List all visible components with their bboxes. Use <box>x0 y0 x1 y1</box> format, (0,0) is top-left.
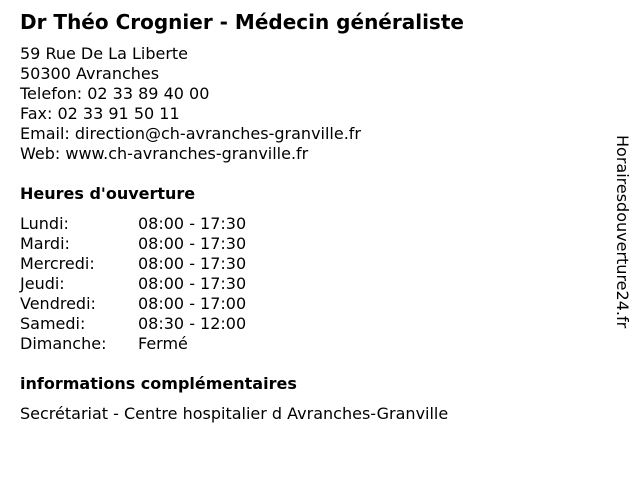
street-address: 59 Rue De La Liberte <box>20 44 189 63</box>
day-label: Samedi: <box>20 314 86 333</box>
fax-number: Fax: 02 33 91 50 11 <box>20 104 180 123</box>
website-address: Web: www.ch-avranches-granville.fr <box>20 144 309 163</box>
day-label: Mardi: <box>20 234 70 253</box>
day-hours: Fermé <box>138 334 188 353</box>
day-hours: 08:30 - 12:00 <box>138 314 247 333</box>
day-label: Lundi: <box>20 214 69 233</box>
contact-block <box>20 44 361 164</box>
additional-info-text: Secrétariat - Centre hospitalier d Avranches-Granville <box>20 404 449 423</box>
day-hours: 08:00 - 17:30 <box>138 254 247 273</box>
opening-hours-table <box>20 214 246 354</box>
additional-info-heading: informations complémentaires <box>20 374 297 393</box>
hours-row-friday <box>20 294 246 314</box>
day-hours: 08:00 - 17:00 <box>138 294 247 313</box>
day-hours: 08:00 - 17:30 <box>138 234 247 253</box>
hours-row-wednesday <box>20 254 246 274</box>
hours-row-tuesday <box>20 234 246 254</box>
hours-row-thursday <box>20 274 246 294</box>
hours-row-sunday <box>20 334 246 354</box>
day-label: Dimanche: <box>20 334 107 353</box>
email-address: Email: direction@ch-avranches-granville.fr <box>20 124 362 143</box>
page-title: Dr Théo Crognier - Médecin généraliste <box>20 10 464 34</box>
day-label: Jeudi: <box>20 274 65 293</box>
hours-row-monday <box>20 214 246 234</box>
city-postal-code: 50300 Avranches <box>20 64 160 83</box>
day-hours: 08:00 - 17:30 <box>138 274 247 293</box>
phone-number: Telefon: 02 33 89 40 00 <box>20 84 210 103</box>
day-label: Vendredi: <box>20 294 96 313</box>
hours-row-saturday <box>20 314 246 334</box>
site-watermark: Horairesdouverture24.fr <box>613 135 632 329</box>
day-label: Mercredi: <box>20 254 95 273</box>
day-hours: 08:00 - 17:30 <box>138 214 247 233</box>
opening-hours-heading: Heures d'ouverture <box>20 184 196 203</box>
